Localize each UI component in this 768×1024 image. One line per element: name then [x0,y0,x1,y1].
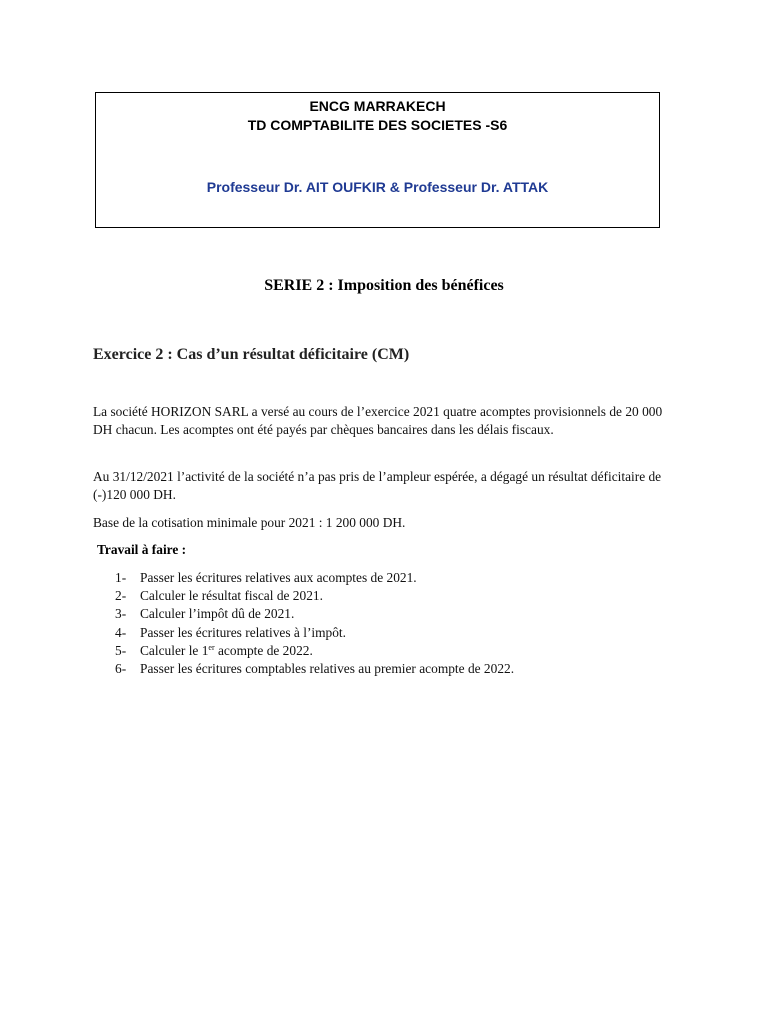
list-item [115,587,514,605]
list-item-text: Passer les écritures relatives aux acomptes de 2021. [140,570,417,585]
list-item-text: Passer les écritures comptables relatives au premier acompte de 2022. [140,661,515,677]
list-item [115,660,514,678]
professors-line: Professeur Dr. AIT OUFKIR & Professeur Dr. ATTAK [206,179,549,195]
list-item-number: 1- [115,570,127,585]
paragraph-context: La société HORIZON SARL a versé au cours de l’exercice 2021 quatre acomptes provisionnels de 20 000 DH chacun. Les acomptes ont été payés par chèques bancaires dans les délais fiscaux. [93,404,663,437]
list-item-text: Calculer le résultat fiscal de 2021. [140,588,323,604]
course-title: TD COMPTABILITE DES SOCIETES -S6 [247,117,508,133]
school-name: ENCG MARRAKECH [309,98,446,114]
paragraph-base: Base de la cotisation minimale pour 2021 : 1 200 000 DH. [93,515,406,530]
list-item-number: 6- [115,661,127,677]
list-item [115,569,514,587]
exercise-title: Exercice 2 : Cas d’un résultat déficitaire (CM) [93,346,410,363]
task-list [115,569,514,678]
list-item [115,624,514,642]
ordinal-superscript: er [208,642,215,652]
list-item-number: 3- [115,606,127,622]
list-item-number: 2- [115,588,127,604]
list-item-number: 4- [115,624,127,640]
header-box [95,92,660,228]
list-item [115,605,514,623]
list-item-text: Calculer l’impôt dû de 2021. [140,606,295,622]
serie-title: SERIE 2 : Imposition des bénéfices [264,277,504,294]
list-item-text: Passer les écritures relatives à l’impôt. [140,624,346,640]
task-title: Travail à faire : [97,542,187,557]
list-item-text [140,642,313,660]
list-item-text-start: Calculer le 1 [140,642,209,658]
list-item-number: 5- [115,642,127,658]
list-item-text-end: acompte de 2022. [214,642,313,658]
paragraph-result: Au 31/12/2021 l’activité de la société n’a pas pris de l’ampleur espérée, a dégagé un résultat déficitaire de (-)120 000 DH. [93,469,662,502]
list-item [115,642,514,660]
